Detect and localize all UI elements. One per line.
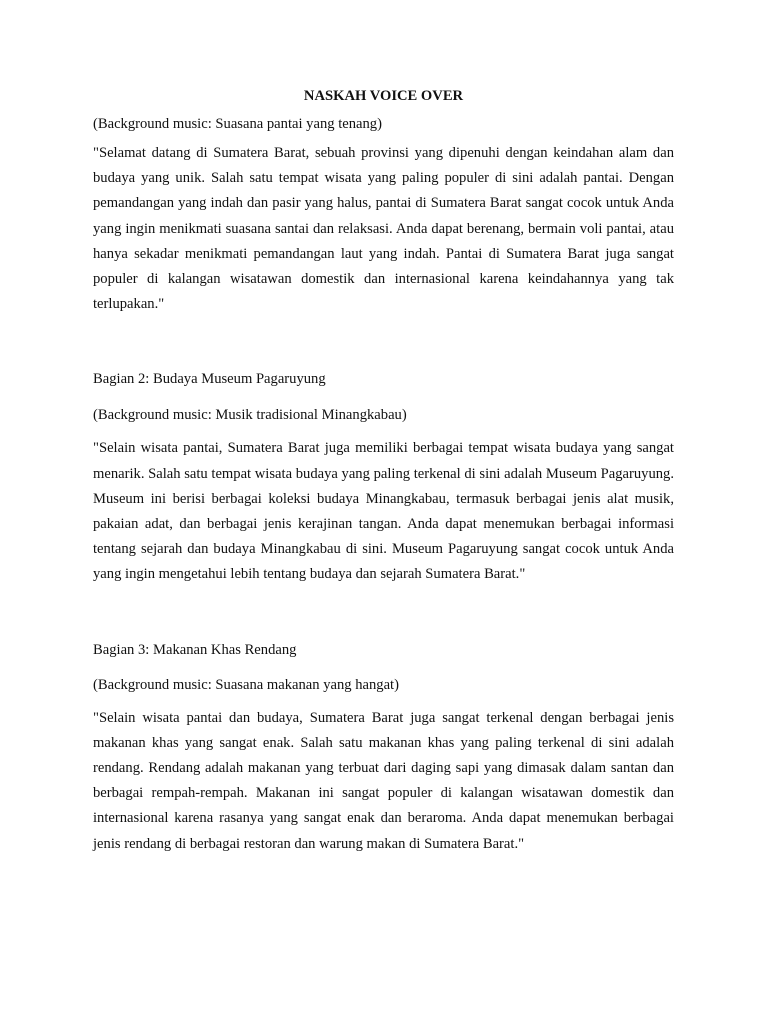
document-page (93, 86, 674, 857)
section-2-music-note: (Background music: Musik tradisional Minangkabau) (93, 407, 407, 424)
section-2-paragraph: "Selain wisata pantai, Sumatera Barat juga memiliki berbagai tempat wisata budaya yang sangat menarik. Salah satu tempat wisata budaya yang paling terkenal di sini adalah Museum Pagaruyung. Museum ini berisi berbagai koleksi budaya Minangkabau, termasuk berbagai jenis alat musik, pakaian adat, dan berbagai jenis kerajinan tangan. Anda dapat menemukan berbagai informasi tentang sejarah dan budaya Minangkabau di sini. Museum Pagaruyung sangat cocok untuk Anda yang ingin mengetahui lebih tentang budaya dan sejarah Sumatera Barat." (93, 440, 674, 583)
document-title: NASKAH VOICE OVER (303, 88, 464, 104)
section-1 (93, 114, 674, 317)
section-3-music-note: (Background music: Suasana makanan yang hangat) (93, 676, 399, 693)
section-3-paragraph: "Selain wisata pantai dan budaya, Sumatera Barat juga sangat terkenal dengan berbagai jenis makanan khas yang sangat enak. Salah satu makanan khas yang paling terkenal di sini adalah rendang. Rendang adalah makanan yang terbuat dari daging sapi yang dimasak dalam santan dan berbagai rempah-rempah. Makanan ini sangat populer di kalangan wisatawan domestik dan internasional karena rasanya yang sangat enak dan beraroma. Anda dapat menemukan berbagai jenis rendang di berbagai restoran dan warung makan di Sumatera Barat." (93, 709, 674, 852)
section-2 (93, 369, 674, 587)
section-3 (93, 640, 674, 857)
section-1-paragraph: "Selamat datang di Sumatera Barat, sebuah provinsi yang dipenuhi dengan keindahan alam dan budaya yang unik. Salah satu tempat wisata yang paling populer di sini adalah pantai. Dengan pemandangan yang indah dan pasir yang halus, pantai di Sumatera Barat sangat cocok untuk Anda yang ingin menikmati suasana santai dan relaksasi. Anda dapat berenang, bermain voli pantai, atau hanya sekadar menikmati pemandangan laut yang indah. Pantai di Sumatera Barat juga sangat populer di kalangan wisatawan domestik dan internasional karena keindahannya yang tak terlupakan." (93, 145, 674, 313)
section-2-heading: Bagian 2: Budaya Museum Pagaruyung (93, 371, 326, 388)
section-1-music-note: (Background music: Suasana pantai yang tenang) (93, 116, 382, 132)
section-3-heading: Bagian 3: Makanan Khas Rendang (93, 641, 297, 658)
